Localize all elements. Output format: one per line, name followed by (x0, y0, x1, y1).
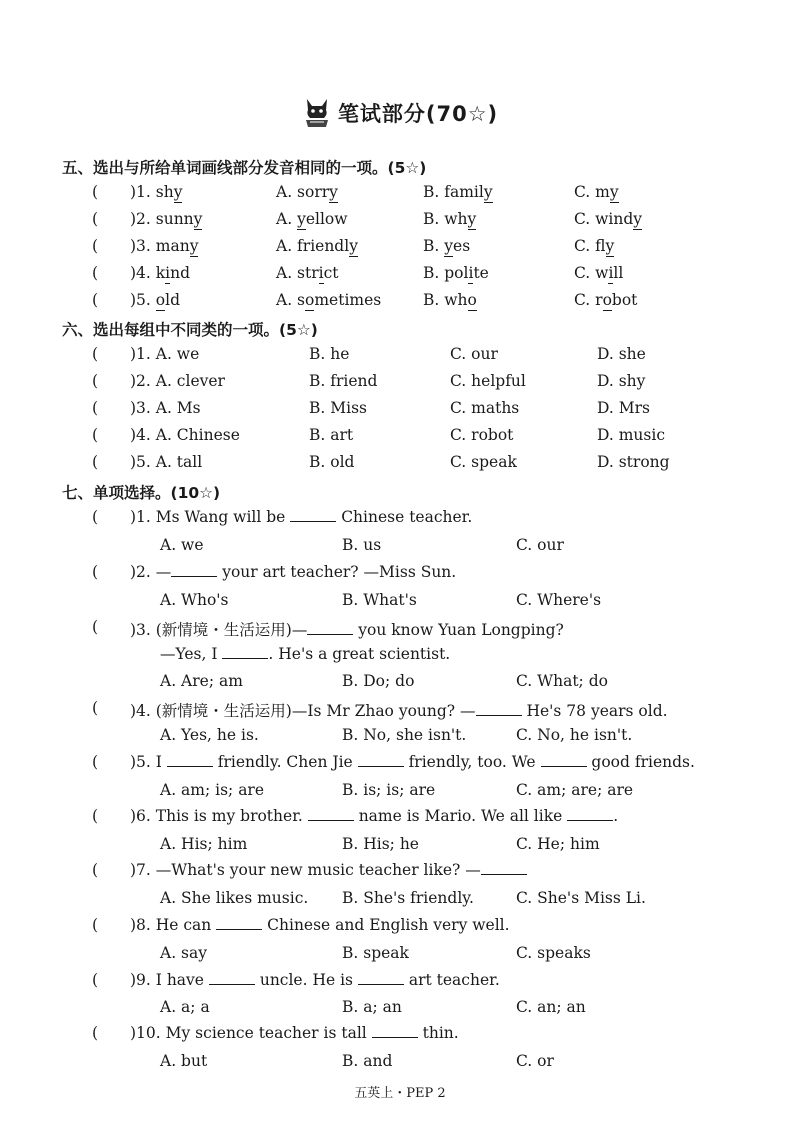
option-c: C. Where's (516, 591, 602, 609)
question-3: ( (92, 618, 99, 636)
question-1: ( (92, 508, 99, 526)
underlined-letter: y (173, 183, 183, 201)
option-b: B. us (342, 536, 382, 554)
answer-paren: ( (92, 291, 99, 309)
classify-item: )3. A. Ms (130, 399, 201, 417)
classify-option: B. Miss (309, 399, 367, 417)
classify-option: C. our (450, 345, 498, 363)
answer-blank[interactable] (358, 972, 404, 985)
question-7-stem: )7. —What's your new music teacher like? — (130, 861, 527, 879)
underlined-letter: y (297, 210, 306, 228)
option-a: A. Are; am (160, 672, 243, 690)
word-text: C. r (574, 291, 603, 309)
classify-option: B. he (309, 345, 350, 363)
answer-blank[interactable] (308, 808, 354, 821)
question-3-stem: )3. (新情境・生活运用)— you know Yuan Longping? (130, 621, 564, 639)
section-7-heading: 七、单项选择。(10☆) (62, 484, 221, 502)
classify-option: D. strong (597, 453, 670, 471)
phonics-option (423, 264, 489, 282)
classify-item: )1. A. we (130, 345, 200, 363)
question-9-stem: )9. I have uncle. He is art teacher. (130, 971, 500, 989)
option-a: A. we (160, 536, 204, 554)
classify-option: D. music (597, 426, 666, 444)
answer-blank[interactable] (209, 972, 255, 985)
word-text: A. (276, 210, 298, 228)
word-text: sh (155, 183, 174, 201)
phonics-option (276, 291, 381, 309)
phonics-item (130, 237, 198, 255)
word-text: bot (611, 291, 638, 309)
phonics-option (276, 237, 358, 255)
answer-blank[interactable] (167, 754, 213, 767)
word-text: es (453, 237, 471, 255)
option-c: C. What; do (516, 672, 608, 690)
underlined-letter: y (444, 237, 454, 255)
page-footer: 五英上・PEP 2 (354, 1086, 446, 1101)
option-b: B. She's friendly. (342, 889, 474, 907)
answer-blank[interactable] (358, 754, 404, 767)
question-5-stem: )5. I friendly. Chen Jie friendly, too. We good friends. (130, 753, 695, 771)
answer-blank[interactable] (567, 808, 613, 821)
word-text: k (155, 264, 166, 282)
option-a: A. am; is; are (160, 781, 265, 799)
answer-blank[interactable] (307, 622, 353, 635)
option-c: C. an; an (516, 998, 586, 1016)
option-c: C. No, he isn't. (516, 726, 633, 744)
question-10: ( (92, 1024, 99, 1042)
question-4: ( (92, 699, 99, 717)
answer-paren: ( (92, 399, 99, 417)
question-6: ( (92, 807, 99, 825)
classify-option: C. helpful (450, 372, 526, 390)
option-b: B. and (342, 1052, 393, 1070)
option-c: C. our (516, 536, 564, 554)
question-8-stem: )8. He can Chinese and English very well. (130, 916, 510, 934)
question-4-stem: )4. (新情境・生活运用)—Is Mr Zhao young? — He's 78 years old. (130, 702, 668, 720)
question-7: ( (92, 861, 99, 879)
answer-paren: ( (92, 183, 99, 201)
word-text: A. sorr (276, 183, 330, 201)
option-b: B. speak (342, 944, 409, 962)
underlined-letter: o (305, 291, 315, 309)
answer-blank[interactable] (541, 754, 587, 767)
section-5-heading: 五、选出与所给单词画线部分发音相同的一项。(5☆) (62, 159, 427, 177)
classify-option: D. she (597, 345, 646, 363)
underlined-letter: y (609, 183, 619, 201)
answer-blank[interactable] (216, 917, 262, 930)
option-a: A. but (160, 1052, 208, 1070)
underlined-letter: i (318, 264, 324, 282)
classify-option: D. Mrs (597, 399, 650, 417)
question-1-stem: )1. Ms Wang will be Chinese teacher. (130, 508, 473, 526)
word-text: A. str (276, 264, 319, 282)
word-text: nd (170, 264, 191, 282)
question-8: ( (92, 916, 99, 934)
phonics-option (423, 183, 493, 201)
option-c: C. am; are; are (516, 781, 634, 799)
phonics-item (130, 210, 202, 228)
word-text: A. friendl (276, 237, 350, 255)
answer-blank[interactable] (171, 564, 217, 577)
underlined-letter: i (468, 264, 474, 282)
answer-paren: ( (92, 453, 99, 471)
word-text: ellow (305, 210, 348, 228)
underlined-letter: o (602, 291, 612, 309)
classify-option: D. shy (597, 372, 646, 390)
fox-mascot-icon (302, 96, 332, 128)
word-text: B. famil (423, 183, 484, 201)
underlined-letter: y (329, 183, 338, 201)
title-text: 笔试部分(70☆) (337, 102, 499, 126)
item-number: )5. (130, 291, 156, 309)
underlined-letter: o (155, 291, 166, 309)
option-a: A. say (160, 944, 207, 962)
phonics-option (574, 237, 614, 255)
word-text: C. wind (574, 210, 634, 228)
answer-blank[interactable] (481, 862, 527, 875)
phonics-item (130, 183, 182, 201)
word-text: B. wh (423, 291, 468, 309)
answer-blank[interactable] (290, 509, 336, 522)
section-6-heading: 六、选出每组中不同类的一项。(5☆) (62, 321, 318, 339)
word-text: te (473, 264, 489, 282)
question-9: ( (92, 971, 99, 989)
option-c: C. She's Miss Li. (516, 889, 646, 907)
word-text: metimes (314, 291, 382, 309)
question-5: ( (92, 753, 99, 771)
word-text: B. wh (423, 210, 468, 228)
question-6-stem: )6. This is my brother. name is Mario. We all like . (130, 807, 619, 825)
option-a: A. Who's (160, 591, 229, 609)
answer-blank[interactable] (222, 646, 268, 659)
word-text: sunn (155, 210, 194, 228)
section-title (0, 96, 800, 128)
word-text: B. (423, 237, 445, 255)
underlined-letter: i (165, 264, 171, 282)
phonics-option (574, 183, 619, 201)
classify-option: C. speak (450, 453, 517, 471)
underlined-letter: y (189, 237, 199, 255)
classify-item: )2. A. clever (130, 372, 225, 390)
answer-paren: ( (92, 210, 99, 228)
underlined-letter: y (633, 210, 643, 228)
item-number: )1. (130, 183, 156, 201)
phonics-option (423, 237, 470, 255)
underlined-letter: i (608, 264, 614, 282)
word-text: C. fl (574, 237, 606, 255)
answer-blank[interactable] (372, 1025, 418, 1038)
item-number: )4. (130, 264, 156, 282)
classify-option: C. robot (450, 426, 514, 444)
word-text: ll (613, 264, 624, 282)
question-2: ( (92, 563, 99, 581)
answer-paren: ( (92, 237, 99, 255)
phonics-option (574, 264, 623, 282)
option-c: C. He; him (516, 835, 600, 853)
phonics-option (574, 291, 637, 309)
classify-option: B. old (309, 453, 355, 471)
item-number: )3. (130, 237, 156, 255)
word-text: C. m (574, 183, 610, 201)
option-b: B. What's (342, 591, 417, 609)
classify-item: )5. A. tall (130, 453, 203, 471)
question-10-stem: )10. My science teacher is tall thin. (130, 1024, 459, 1042)
question-2-stem: )2. — your art teacher? —Miss Sun. (130, 563, 457, 581)
classify-option: B. art (309, 426, 354, 444)
word-text: B. pol (423, 264, 469, 282)
phonics-option (276, 183, 338, 201)
option-b: B. Do; do (342, 672, 415, 690)
answer-paren: ( (92, 372, 99, 390)
underlined-letter: y (193, 210, 203, 228)
word-text: ct (323, 264, 339, 282)
item-number: )2. (130, 210, 156, 228)
option-b: B. is; is; are (342, 781, 436, 799)
option-a: A. She likes music. (160, 889, 309, 907)
question-3-line2: —Yes, I . He's a great scientist. (160, 645, 451, 663)
classify-option: C. maths (450, 399, 520, 417)
answer-paren: ( (92, 345, 99, 363)
answer-paren: ( (92, 264, 99, 282)
underlined-letter: y (349, 237, 358, 255)
option-a: A. Yes, he is. (160, 726, 259, 744)
phonics-item (130, 291, 180, 309)
phonics-option (423, 291, 477, 309)
option-c: C. or (516, 1052, 554, 1070)
option-a: A. His; him (160, 835, 248, 853)
word-text: A. s (276, 291, 306, 309)
word-text: C. w (574, 264, 609, 282)
word-text: ld (165, 291, 180, 309)
option-b: B. No, she isn't. (342, 726, 467, 744)
answer-blank[interactable] (476, 703, 522, 716)
phonics-option (276, 264, 339, 282)
option-c: C. speaks (516, 944, 591, 962)
option-b: B. a; an (342, 998, 402, 1016)
phonics-option (574, 210, 642, 228)
underlined-letter: y (483, 183, 493, 201)
option-b: B. His; he (342, 835, 419, 853)
phonics-item (130, 264, 190, 282)
underlined-letter: y (467, 210, 477, 228)
answer-paren: ( (92, 426, 99, 444)
underlined-letter: y (605, 237, 615, 255)
phonics-option (276, 210, 348, 228)
classify-option: B. friend (309, 372, 378, 390)
underlined-letter: o (467, 291, 477, 309)
word-text: man (155, 237, 190, 255)
phonics-option (423, 210, 476, 228)
classify-item: )4. A. Chinese (130, 426, 240, 444)
option-a: A. a; a (160, 998, 210, 1016)
